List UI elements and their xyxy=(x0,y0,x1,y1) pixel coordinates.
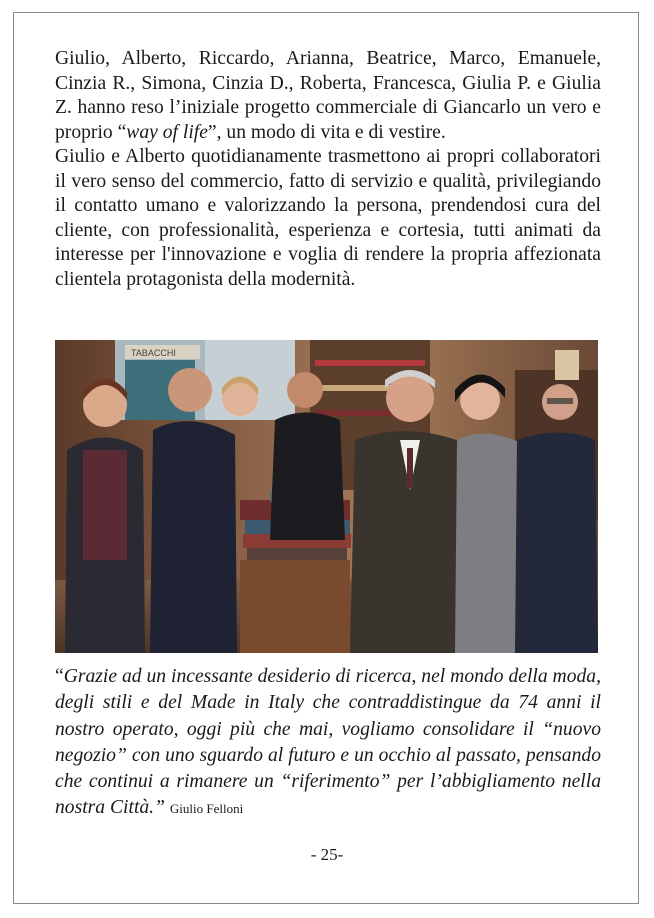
paragraph-1-text: Giulio, Alberto, Riccardo, Arianna, Beatrice, Marco, Emanuele, Cinzia R., Simona, Cinzia D., Roberta, Francesca, Giulia P. e Giulia Z. hanno reso l’iniziale progetto commerciale di Giancarlo un vero e proprio “ xyxy=(55,48,601,143)
quote-open-mark: “ xyxy=(55,666,64,687)
paragraph-1 xyxy=(55,47,601,145)
way-of-life-italic: way of life xyxy=(126,121,208,143)
quote-text: Grazie ad un incessante desiderio di ricerca, nel mondo della moda, degli stili e del Made in Italy che contraddistingue da 74 anni il nostro operato, oggi più che mai, vogliamo consolidare il “nuovo negozio” con uno sguardo al futuro e un occhio al passato, pensando che continui a rimanere un “riferimento” per l’abbigliamento nella nostra Città.” xyxy=(55,666,601,819)
team-photo xyxy=(55,340,598,653)
team-photo-illustration xyxy=(55,340,598,653)
body-text xyxy=(55,47,601,292)
page-number: - 25- xyxy=(310,845,344,864)
paragraph-1-end: ”, un modo di vita e di vestire. xyxy=(207,121,446,143)
paragraph-2: Giulio e Alberto quotidianamente trasmettono ai propri collaboratori il vero senso del commercio, fatto di servizio e qualità, privilegiando il contatto umano e valorizzando la persona, prendendosi cura del cliente, con professionalità, esperienza e cortesia, tutti animati da interesse per l'innovazione e voglia di rendere la propria affezionata clientela protagonista della modernità. xyxy=(55,146,601,290)
shop-sign-text: TABACCHI xyxy=(131,348,176,358)
quote-author: Giulio Felloni xyxy=(169,801,244,817)
quote-block xyxy=(55,664,601,823)
